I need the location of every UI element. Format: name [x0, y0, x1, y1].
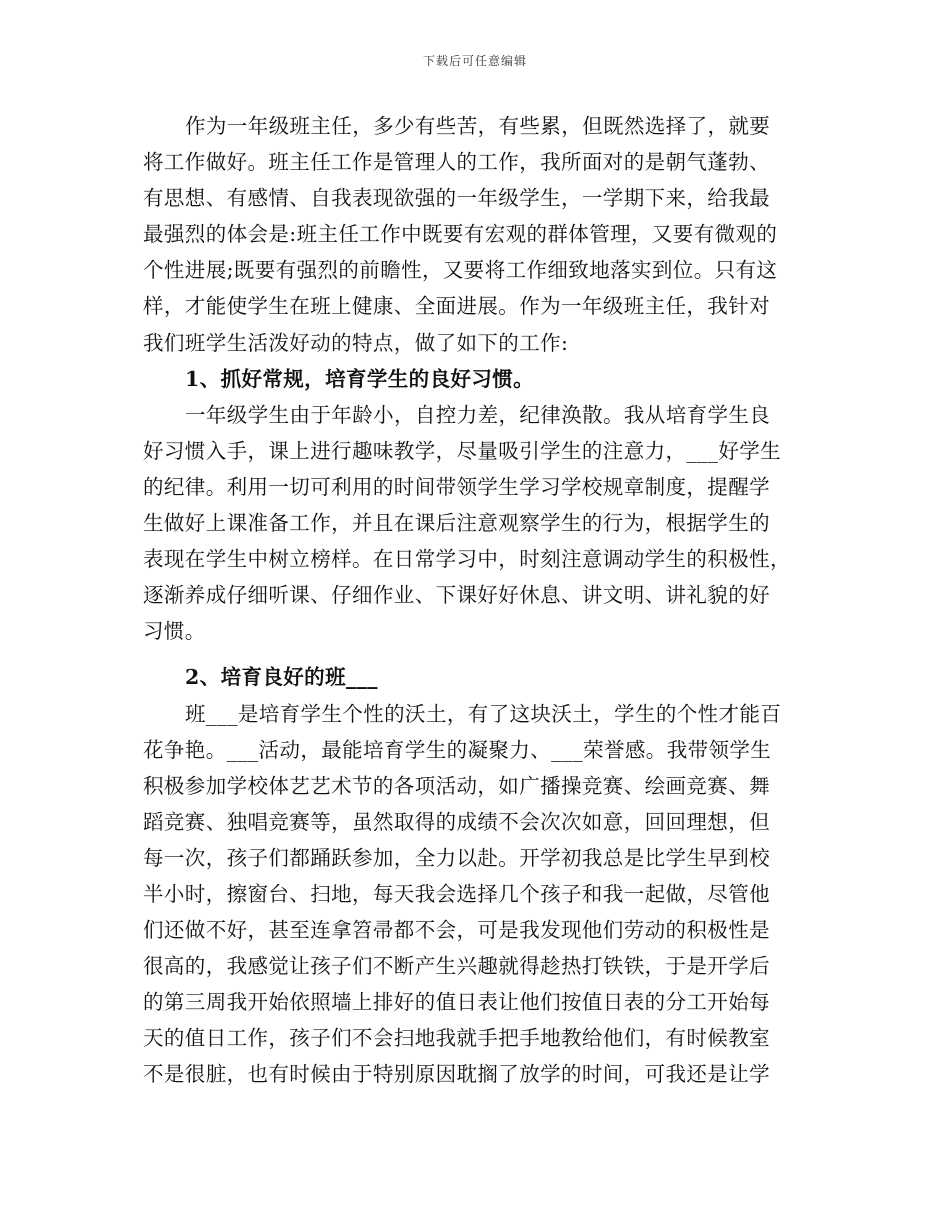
text-line: 生做好上课准备工作，并且在课后注意观察学生的行为，根据学生的: [143, 511, 770, 536]
section-1-paragraph: [143, 397, 808, 650]
text-line: 很高的，我感觉让孩子们不断产生兴趣就得趁热打铁铁，于是开学后: [143, 954, 770, 979]
text-line: 将工作做好。班主任工作是管理人的工作，我所面对的是朝气蓬勃、: [143, 150, 770, 175]
text-line: 花争艳。___活动，最能培育学生的凝聚力、___荣誉感。我带领学生: [143, 737, 772, 762]
text-line: 一年级学生由于年龄小，自控力差，纪律涣散。我从培育学生良: [185, 402, 771, 427]
text-line: 积极参加学校体艺艺术节的各项活动，如广播操竞赛、绘画竞赛、舞: [143, 773, 770, 798]
text-line: 蹈竞赛、独唱竞赛等，虽然取得的成绩不会次次如意，回回理想，但: [143, 809, 770, 834]
text-line: 有思想、有感情、自我表现欲强的一年级学生，一学期下来，给我最: [143, 186, 770, 211]
text-line: 的纪律。利用一切可利用的时间带领学生学习学校规章制度，提醒学: [143, 474, 770, 499]
text-line: 作为一年级班主任，多少有些苦，有些累，但既然选择了，就要: [185, 114, 771, 138]
text-line: 班___是培育学生个性的沃土，有了这块沃土，学生的个性才能百: [185, 701, 782, 726]
section-2-paragraph: [143, 696, 808, 1093]
text-line: 习惯。: [143, 619, 206, 644]
section-2-heading: 2、培育良好的班___: [185, 665, 378, 690]
text-line: 好习惯入手，课上进行趣味教学，尽量吸引学生的注意力，___好学生: [143, 438, 782, 463]
text-line: 逐渐养成仔细听课、仔细作业、下课好好休息、讲文明、讲礼貌的好: [143, 583, 770, 608]
intro-paragraph: [143, 108, 808, 361]
text-line: 表现在学生中树立榜样。在日常学习中，时刻注意调动学生的积极性，: [143, 547, 791, 572]
text-line: 天的值日工作，孩子们不会扫地我就手把手地教给他们，有时候教室: [143, 1026, 770, 1051]
text-line: 我们班学生活泼好动的特点，做了如下的工作:: [143, 330, 569, 355]
text-line: 最强烈的体会是:班主任工作中既要有宏观的群体管理，又要有微观的: [143, 222, 778, 247]
section-1-heading: 1、抓好常规，培育学生的良好习惯。: [185, 366, 535, 391]
text-line: 不是很脏，也有时候由于特别原因耽搁了放学的时间，可我还是让学: [143, 1062, 770, 1087]
text-line: 半小时，擦窗台、扫地，每天我会选择几个孩子和我一起做，尽管他: [143, 881, 770, 906]
text-line: 的第三周我开始依照墙上排好的值日表让他们按值日表的分工开始每: [143, 990, 770, 1015]
text-line: 样，才能使学生在班上健康、全面进展。作为一年级班主任，我针对: [143, 294, 770, 319]
text-line: 每一次，孩子们都踊跃参加，全力以赴。开学初我总是比学生早到校: [143, 845, 770, 870]
text-line: 们还做不好，甚至连拿笤帚都不会，可是我发现他们劳动的积极性是: [143, 918, 770, 943]
text-line: 个性进展;既要有强烈的前瞻性，又要将工作细致地落实到位。只有这: [143, 258, 778, 283]
document-body: [143, 108, 808, 1093]
page-header: 下载后可任意编辑: [422, 54, 527, 68]
